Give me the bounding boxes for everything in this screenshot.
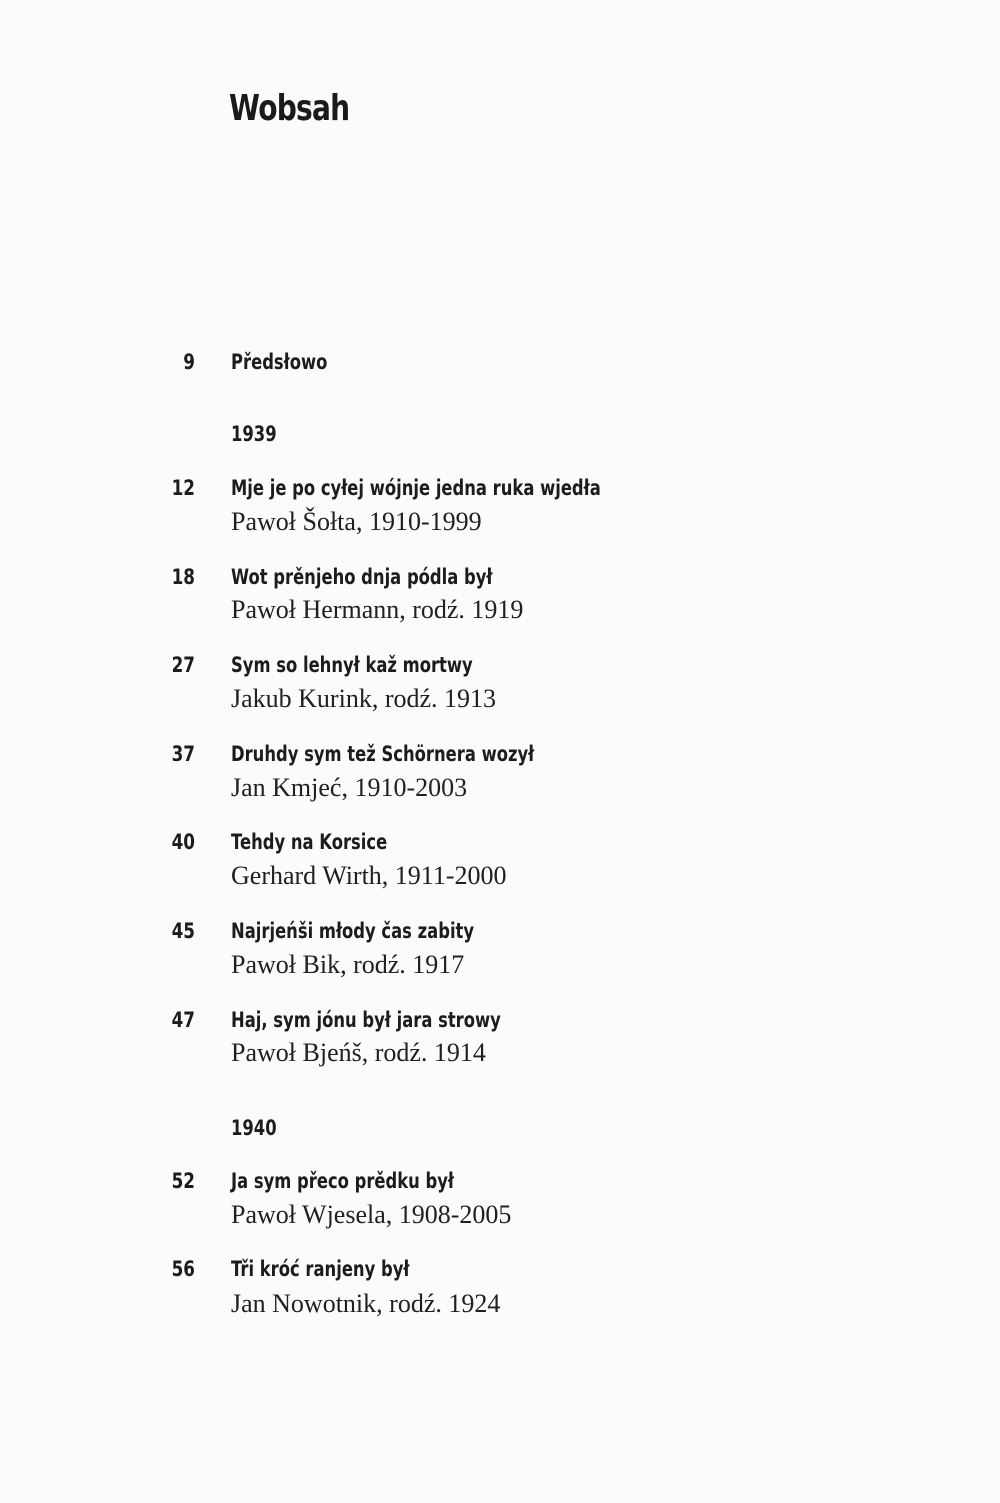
entry-author: Gerhard Wirth, 1911-2000	[231, 861, 507, 890]
entry-title: Tři króć ranjeny był	[231, 1257, 410, 1281]
entry-page-number: 47	[171, 1008, 195, 1032]
entry-page-number: 27	[171, 653, 195, 677]
entry-page-number: 18	[171, 565, 195, 589]
section-year-1939: 1939	[231, 422, 277, 446]
entry-page-number: 40	[171, 830, 195, 854]
entry-title: Haj, sym jónu był jara strowy	[231, 1008, 501, 1032]
entry-title: Wot prěnjeho dnja pódla był	[231, 565, 493, 589]
entry-title: Tehdy na Korsice	[231, 830, 388, 854]
entry-title: Mje je po cyłej wójnje jedna ruka wjedła	[231, 476, 601, 500]
entry-author: Jakub Kurink, rodź. 1913	[231, 684, 497, 713]
foreword-page-number: 9	[183, 350, 195, 374]
entry-title: Druhdy sym tež Schörnera wozył	[231, 742, 535, 766]
entry-author: Pawoł Wjesela, 1908-2005	[231, 1200, 512, 1229]
entry-title: Najrjeńši młody čas zabity	[231, 919, 475, 943]
entry-author: Pawoł Hermann, rodź. 1919	[231, 595, 524, 624]
entry-author: Jan Nowotnik, rodź. 1924	[231, 1289, 501, 1318]
foreword-heading: Předsłowo	[231, 350, 328, 374]
entry-author: Pawoł Bjeńš, rodź. 1914	[231, 1038, 486, 1067]
entry-page-number: 45	[171, 919, 195, 943]
page-title: Wobsah	[229, 88, 350, 129]
entry-author: Jan Kmjeć, 1910-2003	[231, 773, 468, 802]
entry-title: Ja sym přeco prědku był	[231, 1169, 455, 1193]
entry-author: Pawoł Bik, rodź. 1917	[231, 950, 465, 979]
entry-author: Pawoł Šołta, 1910-1999	[231, 507, 482, 536]
entry-page-number: 56	[171, 1257, 195, 1281]
entry-page-number: 52	[171, 1169, 195, 1193]
entry-page-number: 37	[171, 742, 195, 766]
entry-page-number: 12	[171, 476, 195, 500]
section-year-1940: 1940	[231, 1116, 277, 1140]
entry-title: Sym so lehnył kaž mortwy	[231, 653, 473, 677]
